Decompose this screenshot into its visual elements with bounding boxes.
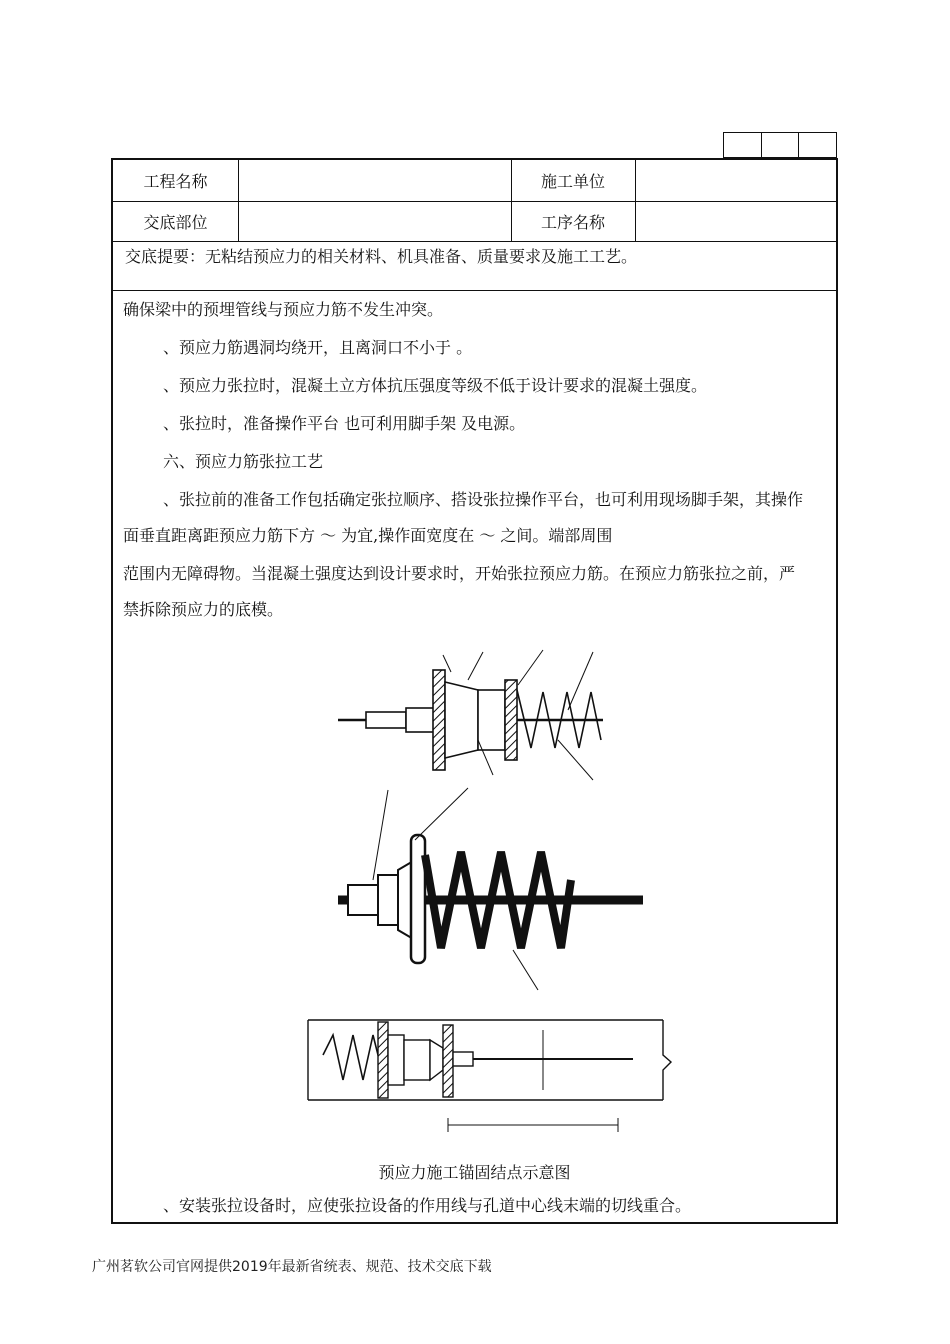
paragraph: 、预应力筋遇洞均绕开，且离洞口不小于 。 bbox=[163, 338, 473, 357]
header-row-2 bbox=[113, 202, 836, 242]
paragraph: 确保梁中的预埋管线与预应力筋不发生冲突。 bbox=[123, 300, 444, 319]
handover-summary: 交底提要：无粘结预应力的相关材料、机具准备、质量要求及施工工艺。 bbox=[125, 247, 638, 266]
page-footer: 广州茗软公司官网提供2019年最新省统表、规范、技术交底下载 bbox=[92, 1259, 492, 1275]
construction-unit-label: 施工单位 bbox=[540, 172, 605, 191]
summary-divider bbox=[113, 290, 836, 291]
top-box bbox=[724, 133, 762, 157]
paragraph: 范围内无障碍物。当混凝土强度达到设计要求时，开始张拉预应力筋。在预应力筋张拉之前，严 bbox=[123, 564, 796, 583]
top-box bbox=[799, 133, 836, 157]
project-name-value bbox=[238, 160, 511, 201]
project-name-label: 工程名称 bbox=[143, 172, 208, 191]
paragraph: 、安装张拉设备时，应使张拉设备的作用线与孔道中心线末端的切线重合。 bbox=[163, 1196, 692, 1215]
handover-part-label: 交底部位 bbox=[143, 213, 208, 232]
paragraph: 禁拆除预应力的底模。 bbox=[123, 600, 284, 619]
paragraph: 面垂直距离距预应力筋下方 ～ 为宜,操作面宽度在 ～ 之间。端部周围 bbox=[123, 526, 613, 545]
header-row-1 bbox=[113, 160, 836, 202]
top-right-boxes bbox=[723, 132, 837, 158]
paragraph: 、张拉前的准备工作包括确定张拉顺序、搭设张拉操作平台，也可利用现场脚手架，其操作 bbox=[163, 490, 804, 509]
process-name-label: 工序名称 bbox=[540, 213, 605, 232]
handover-table bbox=[111, 158, 838, 1224]
anchorage-diagram bbox=[303, 630, 683, 1150]
paragraph: 、预应力张拉时，混凝土立方体抗压强度等级不低于设计要求的混凝土强度。 bbox=[163, 376, 708, 395]
anchor-assembly-drawing bbox=[338, 650, 603, 780]
embedded-anchor-drawing bbox=[308, 1020, 671, 1132]
spiral-anchor-drawing bbox=[338, 788, 643, 990]
figure-caption: 预应力施工锚固结点示意图 bbox=[378, 1163, 571, 1182]
section-heading: 六、预应力筋张拉工艺 bbox=[163, 452, 324, 471]
top-box bbox=[762, 133, 800, 157]
paragraph: 、张拉时，准备操作平台 也可利用脚手架 及电源。 bbox=[163, 414, 526, 433]
